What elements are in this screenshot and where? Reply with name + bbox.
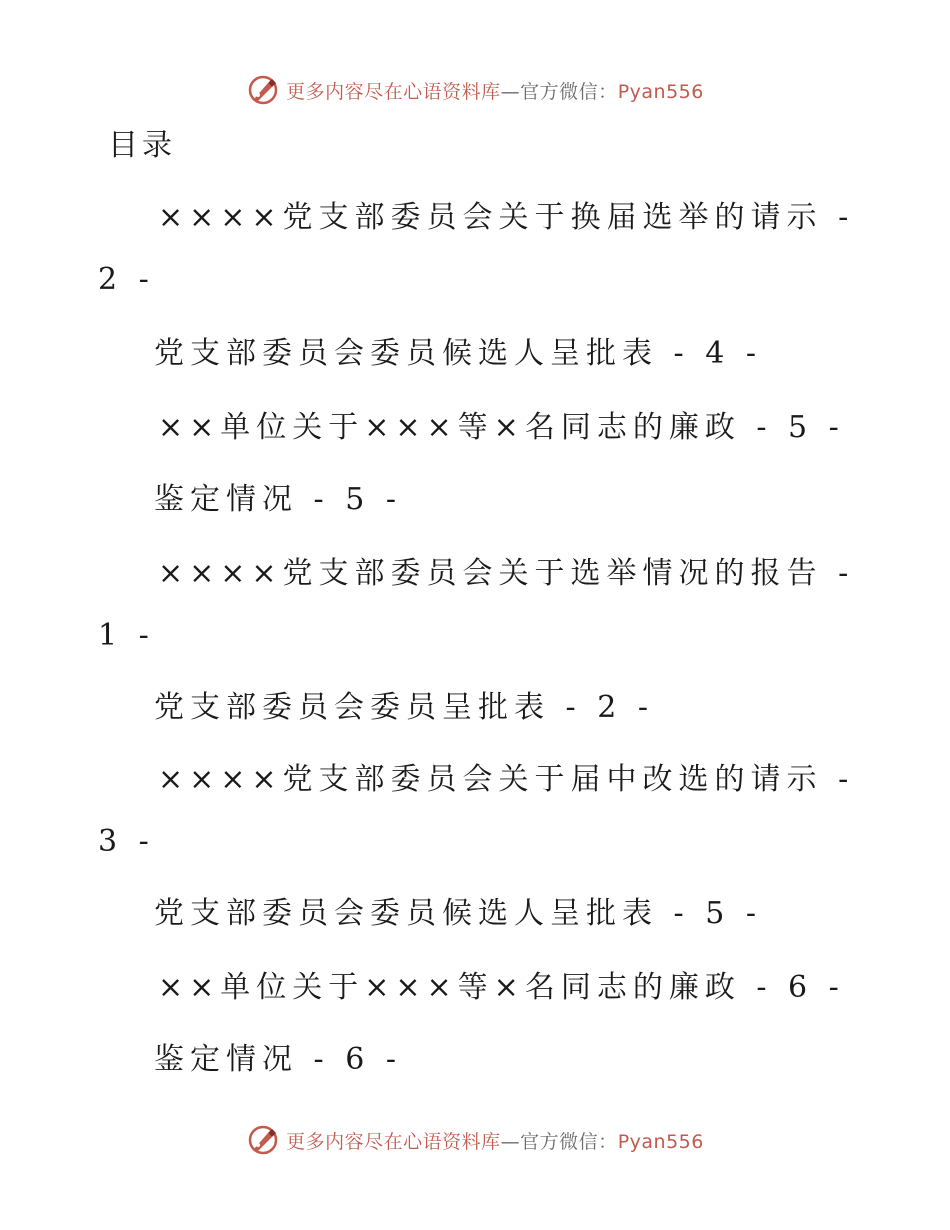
watermark-text: [286, 77, 704, 104]
watermark-label: 官方微信：: [520, 80, 618, 103]
toc-entry-4[interactable]: 鉴定情况 - 5 -: [154, 482, 402, 517]
toc-entry-7[interactable]: ××××党支部委员会关于届中改选的请示 -: [158, 762, 855, 797]
watermark-text: [286, 1127, 704, 1154]
toc-entry-5[interactable]: ××××党支部委员会关于选举情况的报告 -: [158, 556, 855, 591]
pen-logo-icon: [246, 73, 280, 107]
watermark-main-text: 更多内容尽在心语资料库: [286, 1130, 501, 1153]
toc-entry-10[interactable]: 鉴定情况 - 6 -: [154, 1042, 402, 1077]
toc-entry-7-page: 3 -: [98, 824, 155, 859]
toc-entry-5-page: 1 -: [98, 618, 155, 653]
watermark-id: Pyan556: [617, 80, 704, 103]
watermark-dash: —: [500, 1130, 521, 1153]
toc-entry-8[interactable]: 党支部委员会委员候选人呈批表 - 5 -: [154, 896, 762, 931]
toc-entry-9[interactable]: ××单位关于×××等×名同志的廉政 - 6 -: [158, 970, 845, 1005]
watermark-dash: —: [500, 80, 521, 103]
watermark-main-text: 更多内容尽在心语资料库: [286, 80, 501, 103]
toc-entry-2[interactable]: 党支部委员会委员候选人呈批表 - 4 -: [154, 336, 762, 371]
watermark-label: 官方微信：: [520, 1130, 618, 1153]
toc-entry-1-page: 2 -: [98, 262, 155, 297]
header-watermark: [0, 70, 950, 110]
toc-entry-3[interactable]: ××单位关于×××等×名同志的廉政 - 5 -: [158, 410, 845, 445]
footer-watermark: [0, 1120, 950, 1160]
toc-title: 目录: [108, 128, 176, 163]
pen-logo-icon: [246, 1123, 280, 1157]
watermark-id: Pyan556: [617, 1130, 704, 1153]
toc-entry-1[interactable]: ××××党支部委员会关于换届选举的请示 -: [158, 200, 855, 235]
toc-entry-6[interactable]: 党支部委员会委员呈批表 - 2 -: [154, 690, 654, 725]
